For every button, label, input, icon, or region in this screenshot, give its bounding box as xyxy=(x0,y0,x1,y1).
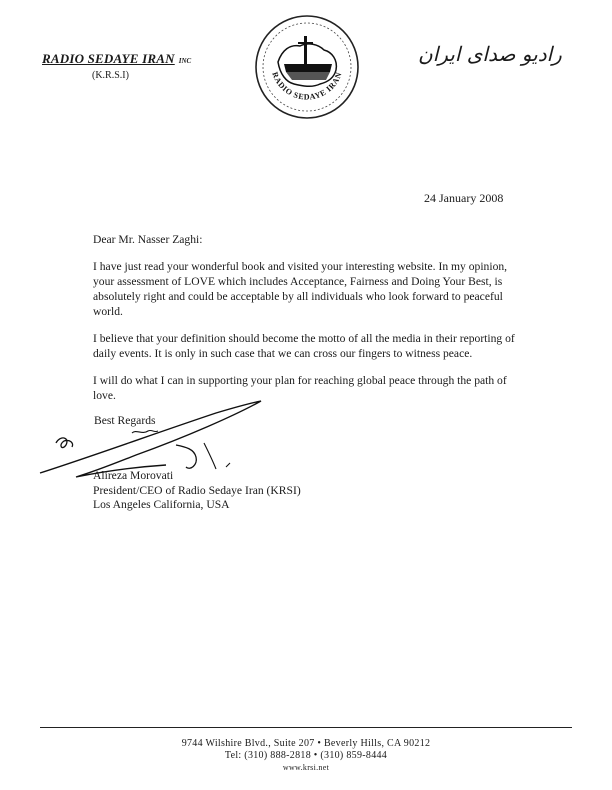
company-code: (K.R.S.I) xyxy=(92,70,129,81)
sender-name: Alireza Morovati xyxy=(93,469,174,482)
company-suffix: INC xyxy=(178,57,192,65)
paragraph-2: I believe that your definition should become the motto of all the media in their reporting of daily events. It is only in such case that we can cross our fingers to witness peace. xyxy=(93,332,515,360)
company-letterhead xyxy=(42,50,191,81)
persian-company-name: رادیو صدای ایران xyxy=(418,42,562,66)
company-name: RADIO SEDAYE IRAN xyxy=(42,51,175,66)
letter-footer xyxy=(0,738,612,774)
salutation: Dear Mr. Nasser Zaghi: xyxy=(93,233,203,246)
sender-block xyxy=(93,469,301,513)
letter-date: 24 January 2008 xyxy=(424,191,504,205)
paragraph-3: I will do what I can in supporting your plan for reaching global peace through the path of love. xyxy=(93,374,507,402)
company-logo xyxy=(254,14,360,120)
footer-address: 9744 Wilshire Blvd., Suite 207 • Beverly Hills, CA 90212 xyxy=(181,738,431,749)
footer-website: www.krsi.net xyxy=(282,763,330,772)
footer-phones: Tel: (310) 888-2818 • (310) 859-8444 xyxy=(224,750,388,761)
logo-text: RADIO SEDAYE IRAN xyxy=(270,70,344,102)
footer-divider xyxy=(40,727,572,728)
closing: Best Regards xyxy=(94,414,156,427)
sender-title: President/CEO of Radio Sedaye Iran (KRSI) xyxy=(93,483,301,497)
paragraph-1: I have just read your wonderful book and visited your interesting website. In my opinion, your assessment of LOVE which includes Acceptance, Fairness and Doing Your Best, is absolutely right and could be acceptable by all individuals who look forward to peaceful world. xyxy=(93,260,508,318)
sender-location: Los Angeles California, USA xyxy=(93,498,230,511)
